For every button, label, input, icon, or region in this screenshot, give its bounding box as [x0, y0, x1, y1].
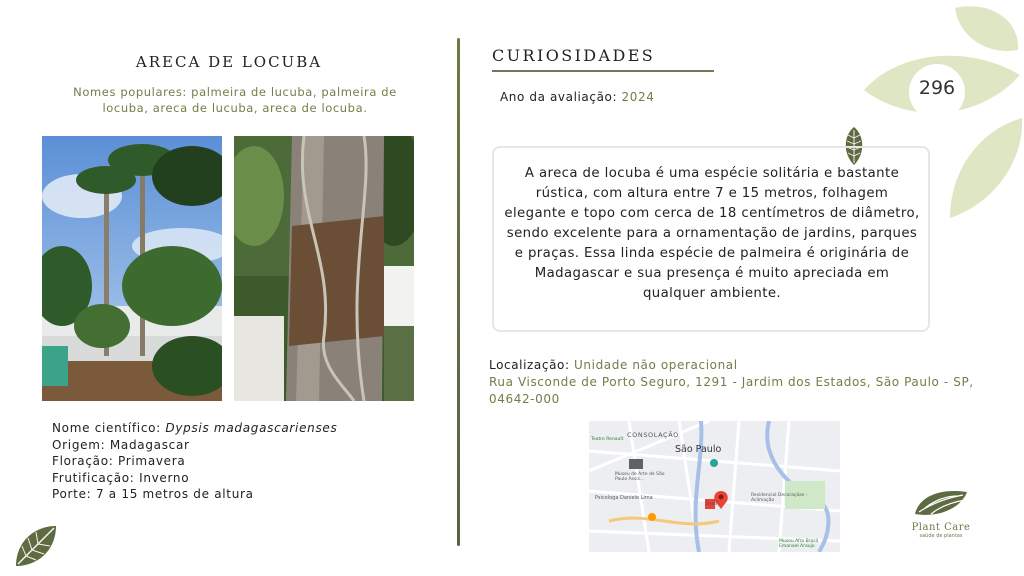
fruiting-row — [52, 470, 337, 487]
size-label: Porte: — [52, 487, 92, 501]
map-label-shell: Shell — [705, 501, 718, 507]
curiosities-title: CURIOSIDADES — [492, 46, 656, 65]
size-value: 7 a 15 metros de altura — [95, 487, 254, 501]
popular-names-label: Nomes populares: — [73, 85, 187, 99]
brand-name: Plant Care — [911, 522, 971, 533]
column-divider — [457, 38, 460, 546]
map-label-museu-afro: Museu Afro Brasil Emanoel Araujo — [779, 539, 819, 549]
brand-logo — [900, 486, 982, 539]
evaluation-year — [500, 90, 655, 104]
flowering-label: Floração: — [52, 454, 114, 468]
trunk-photo — [234, 136, 414, 401]
map-label-sao-paulo: São Paulo — [675, 444, 722, 455]
location-status-row — [489, 357, 984, 374]
evaluation-year-label: Ano da avaliação: — [500, 90, 618, 104]
flowering-row — [52, 453, 337, 470]
map-label-psicologa: Psicologa Daniele Lima — [595, 495, 653, 501]
origin-label: Origem: — [52, 437, 106, 452]
map-label-masp: Museu de Arte de São Paulo Assis... — [615, 472, 665, 482]
brand-tagline: saúde de plantas — [919, 533, 963, 539]
size-row — [52, 486, 337, 503]
brand-leaf-icon — [911, 486, 971, 518]
map-label-consolacao: CONSOLAÇÃO — [627, 431, 679, 439]
popular-names — [52, 84, 418, 116]
scientific-name-label: Nome científico: — [52, 421, 161, 435]
plant-title: ARECA DE LOCUBA — [135, 53, 323, 71]
location-status: Unidade não operacional — [574, 358, 738, 372]
location-address: Rua Visconde de Porto Seguro, 1291 - Jardim dos Estados, São Paulo - SP, 04642-000 — [489, 375, 974, 406]
leaf-icon — [12, 522, 60, 574]
popular-names-value: palmeira de lucuba, palmeira de locuba, areca de lucuba, areca de locuba. — [102, 85, 397, 115]
description-text: A areca de locuba é uma espécie solitária e bastante rústica, com altura entre 7 e 15 metros, folhagem elegante e topo com cerca de 18 centímetros de diâmetro, sendo excelente para a ornamentação de jardins, parques e praças. Essa linda espécie de palmeira é originária de Madagascar e sua presença é muito apreciada em qualquer ambiente. — [504, 166, 920, 301]
map-label-residencial: Residencial Decorações - Aclimação — [751, 493, 808, 503]
curiosities-underline — [492, 70, 714, 72]
fruiting-label: Frutificação: — [52, 470, 135, 485]
fruiting-value: Inverno — [139, 470, 190, 485]
map-roads — [589, 421, 840, 552]
location-map[interactable] — [589, 421, 840, 552]
scientific-name-value: Dypsis madagascarienses — [165, 421, 338, 435]
location-info — [489, 357, 984, 408]
plant-info — [52, 420, 337, 503]
origin-value: Madagascar — [109, 437, 190, 452]
page-number: 296 — [918, 77, 956, 99]
origin-row — [52, 437, 337, 454]
scientific-name-row — [52, 420, 337, 437]
flowering-value: Primavera — [118, 454, 186, 468]
location-label: Localização: — [489, 358, 570, 372]
garden-photo — [42, 136, 222, 401]
evaluation-year-value: 2024 — [621, 90, 655, 104]
map-label-teatro: Teatro Renault — [591, 437, 624, 442]
